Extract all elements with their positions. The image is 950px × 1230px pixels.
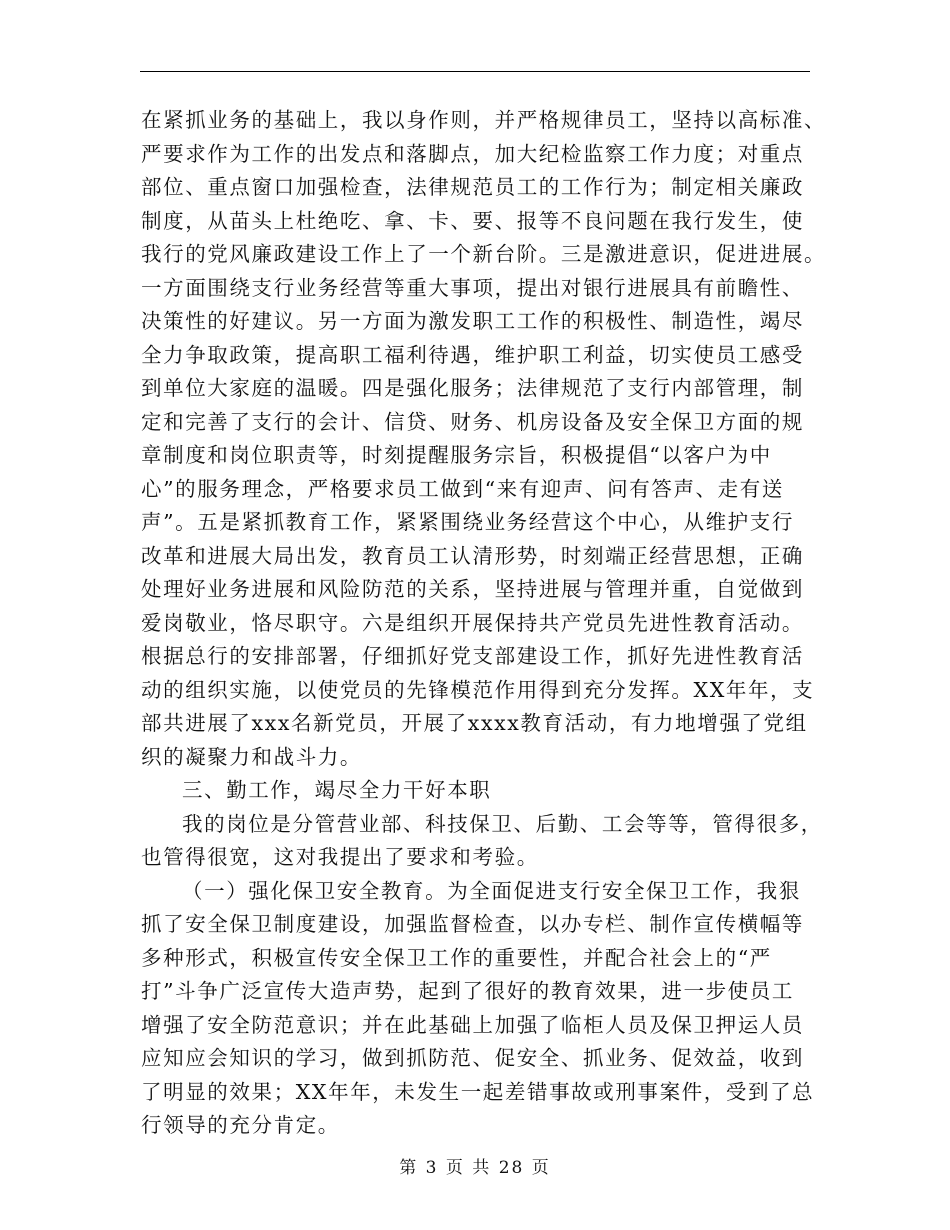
text-line: 增强了安全防范意识；并在此基础上加强了临柜人员及保卫押运人员 xyxy=(141,1012,804,1037)
text-line: 决策性的好建议。另一方面为激发职工工作的积极性、制造性，竭尽 xyxy=(141,309,804,333)
text-line: 定和完善了支行的会计、信贷、财务、机房设备及安全保卫方面的规 xyxy=(141,409,804,434)
text-line: 根据总行的安排部署，仔细抓好党支部建设工作，抓好先进性教育活 xyxy=(141,644,804,668)
text-line: 心”的服务理念，严格要求员工做到“来有迎声、问有答声、走有送 xyxy=(141,476,784,501)
text-line: 织的凝聚力和战斗力。 xyxy=(141,744,362,769)
section-heading: 三、勤工作，竭尽全力干好本职 xyxy=(182,778,492,802)
text-line: 打”斗争广泛宣传大造声势，起到了很好的教育效果，进一步使员工 xyxy=(141,979,794,1003)
text-line: 了明显的效果；XX年年，未发生一起差错事故或刑事案件，受到了总 xyxy=(141,1079,815,1104)
text-line: 多种形式，积极宣传安全保卫工作的重要性，并配合社会上的“严 xyxy=(141,945,772,970)
text-line: 制度，从苗头上杜绝吃、拿、卡、要、报等不良问题在我行发生，使 xyxy=(141,208,804,233)
text-line: 爱岗敬业，恪尽职守。六是组织开展保持共产党员先进性教育活动。 xyxy=(141,610,804,635)
text-line: 我的岗位是分管营业部、科技保卫、后勤、工会等等，管得很多， xyxy=(182,811,823,836)
text-line: 动的组织实施，以使党员的先锋模范作用得到充分发挥。XX年年，支 xyxy=(141,677,815,702)
body-text xyxy=(141,104,827,1143)
page-footer xyxy=(0,1153,950,1178)
text-line: （一）强化保卫安全教育。为全面促进支行安全保卫工作，我狠 xyxy=(182,878,801,903)
text-line: 也管得很宽，这对我提出了要求和考验。 xyxy=(141,845,539,869)
text-line: 严要求作为工作的出发点和落脚点，加大纪检监察工作力度；对重点 xyxy=(141,141,804,166)
text-line: 声”。五是紧抓教育工作，紧紧围绕业务经营这个中心，从维护支行 xyxy=(141,510,794,534)
text-line: 到单位大家庭的温暖。四是强化服务；法律规范了支行内部管理，制 xyxy=(141,376,804,400)
text-line: 行领导的充分肯定。 xyxy=(141,1113,340,1137)
text-line: 全力争取政策，提高职工福利待遇，维护职工利益，切实使员工感受 xyxy=(141,342,804,367)
page-number: 第 3 页 共 28 页 xyxy=(399,1158,551,1178)
text-line: 抓了安全保卫制度建设，加强监督检查，以办专栏、制作宣传横幅等 xyxy=(141,912,804,936)
text-line: 处理好业务进展和风险防范的关系，坚持进展与管理并重，自觉做到 xyxy=(141,577,804,601)
text-line: 一方面围绕支行业务经营等重大事项，提出对银行进展具有前瞻性、 xyxy=(141,275,804,300)
text-line: 部位、重点窗口加强检查，法律规范员工的工作行为；制定相关廉政 xyxy=(141,175,804,199)
text-line: 在紧抓业务的基础上，我以身作则，并严格规律员工，坚持以高标准、 xyxy=(141,108,827,132)
text-line: 部共进展了xxx名新党员，开展了xxxx教育活动，有力地增强了党组 xyxy=(141,711,808,735)
text-line: 我行的党风廉政建设工作上了一个新台阶。三是激进意识，促进进展。 xyxy=(141,242,827,266)
text-line: 应知应会知识的学习，做到抓防范、促安全、抓业务、促效益，收到 xyxy=(141,1046,804,1070)
text-line: 改革和进展大局出发，教育员工认清形势，时刻端正经营思想，正确 xyxy=(141,543,804,568)
header-rule xyxy=(140,71,810,72)
text-line: 章制度和岗位职责等，时刻提醒服务宗旨，积极提倡“以客户为中 xyxy=(141,443,772,467)
